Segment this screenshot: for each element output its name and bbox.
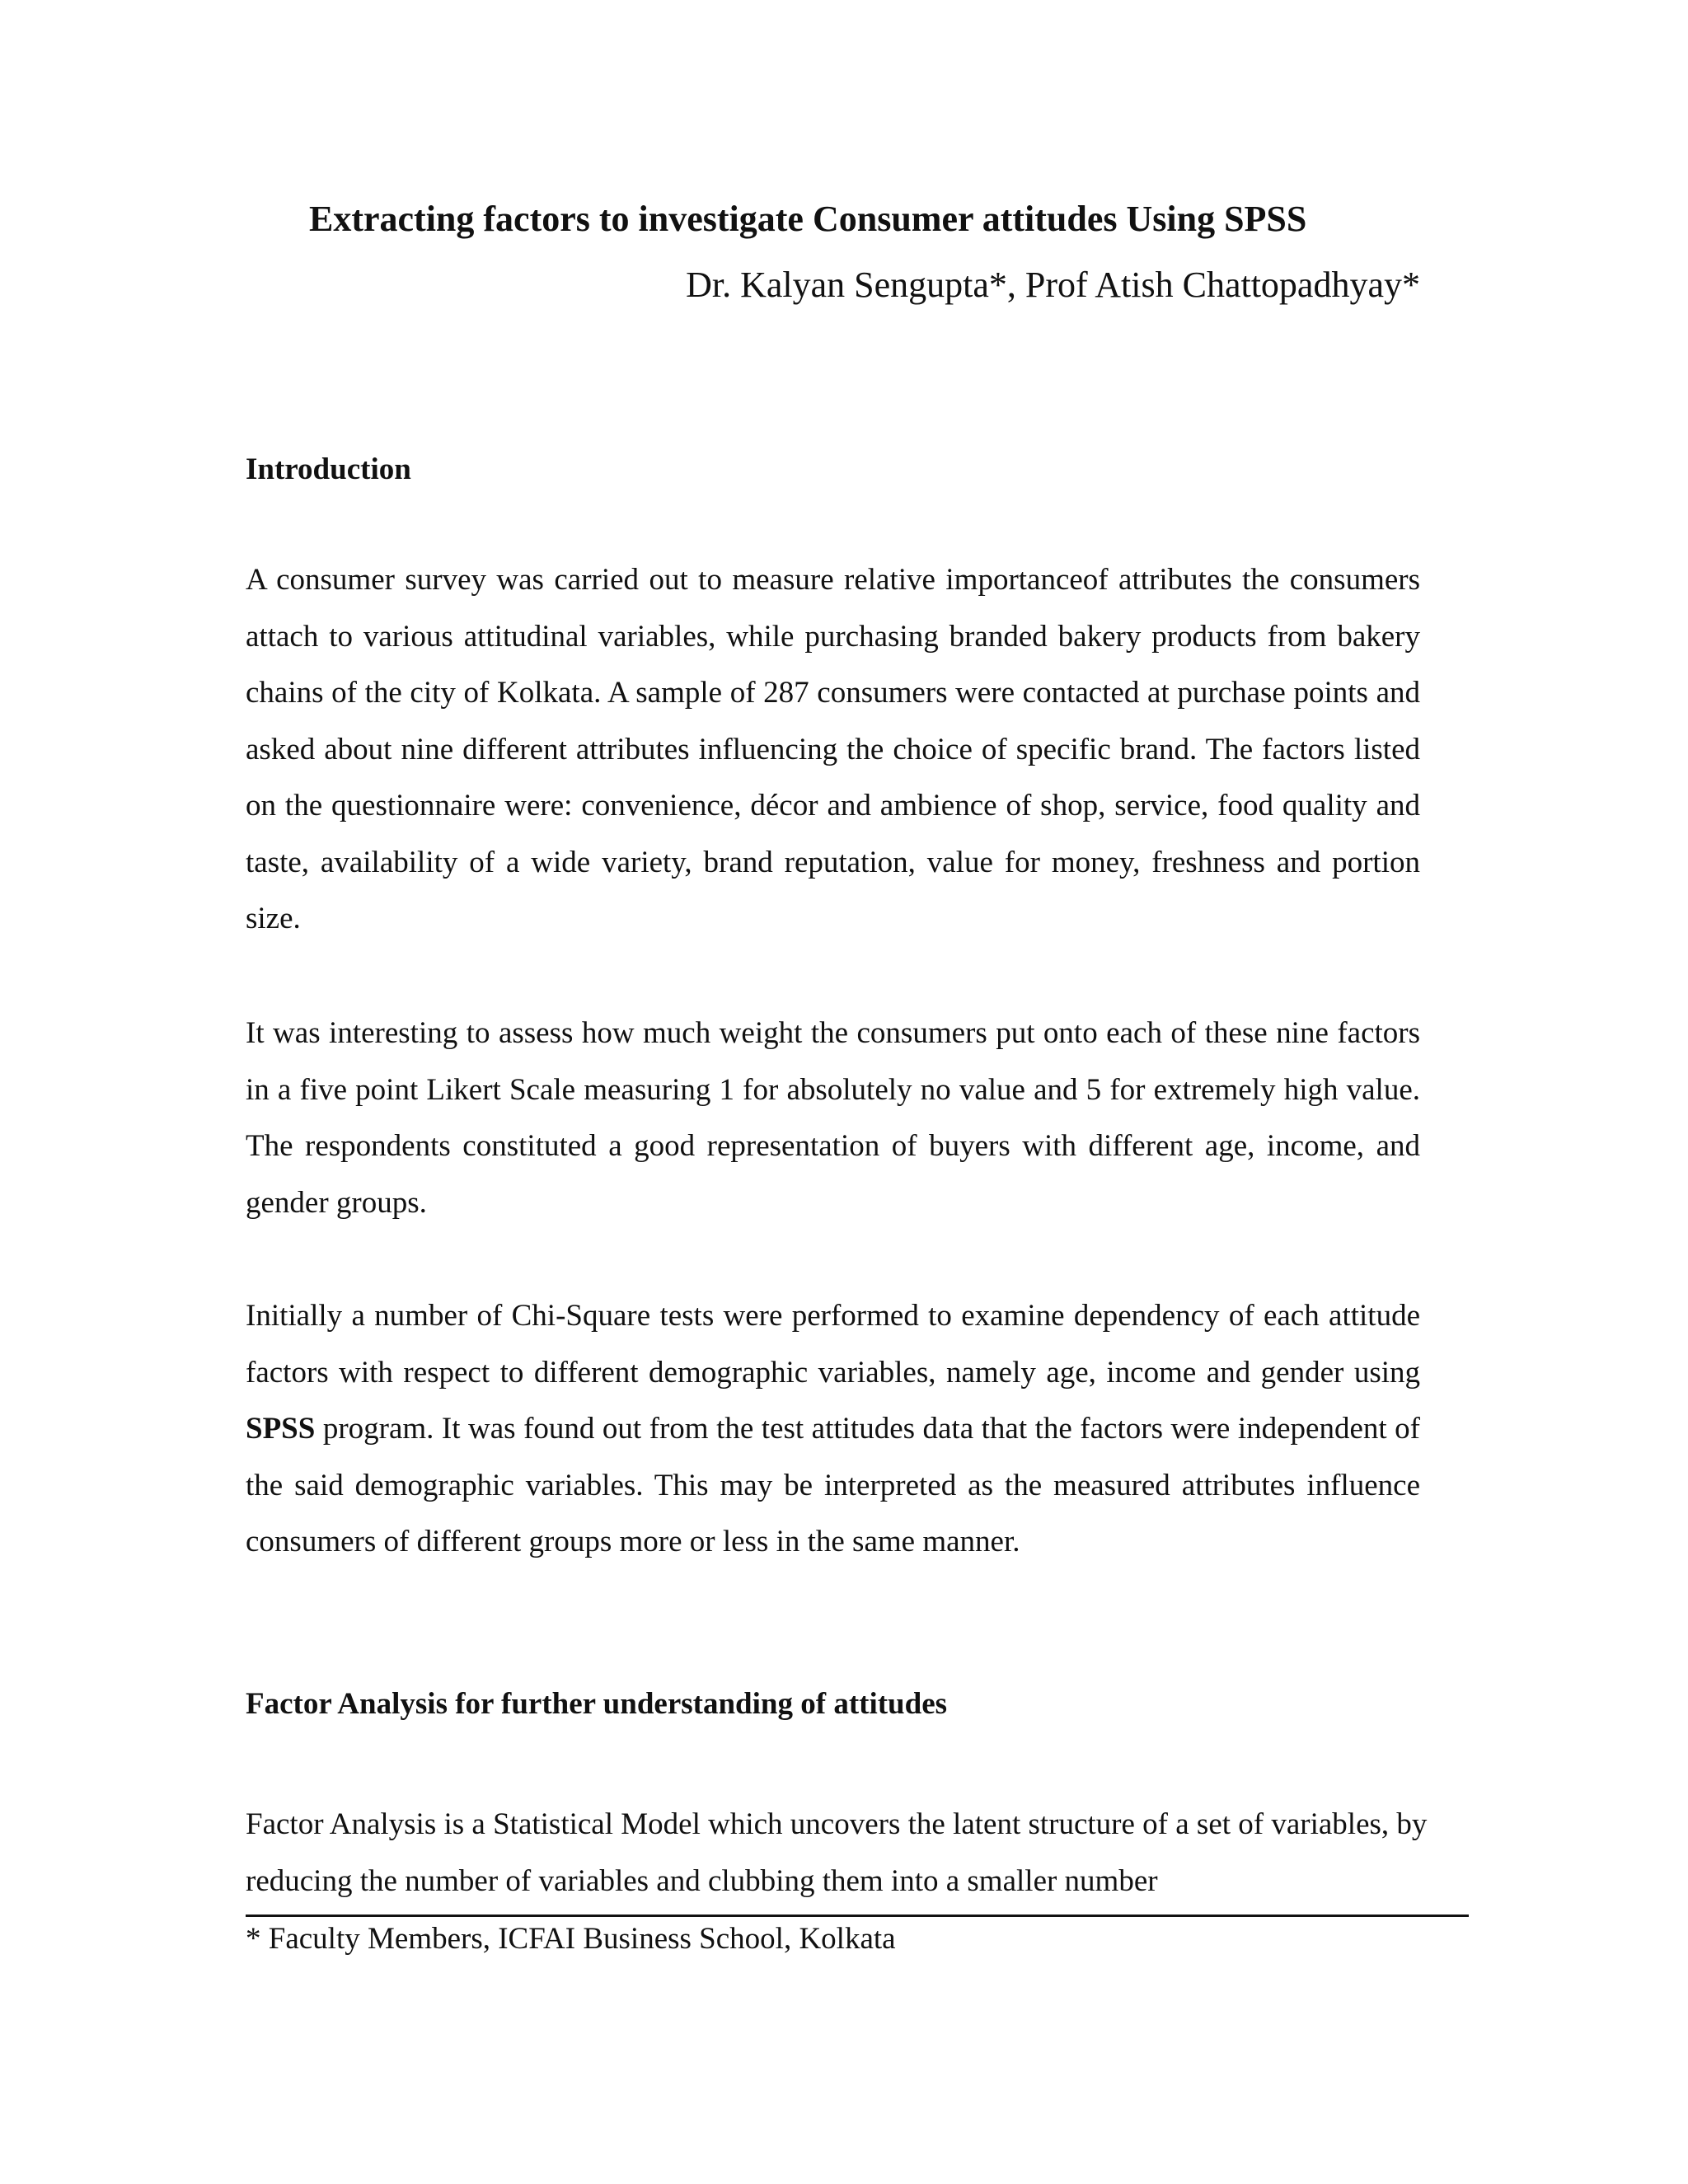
paper-title: Extracting factors to investigate Consumer attitudes Using SPSS [309, 199, 1307, 239]
spss-emphasis: SPSS [246, 1412, 316, 1446]
section-heading-factor-analysis: Factor Analysis for further understanding of attitudes [246, 1687, 948, 1721]
paper-authors: Dr. Kalyan Sengupta*, Prof Atish Chattopadhyay* [686, 265, 1420, 305]
section-heading-introduction: Introduction [246, 452, 411, 486]
footnote-divider [246, 1915, 1469, 1917]
paragraph-chi-square-part-2: program. It was found out from the test attitudes data that the factors were independent of the said demographic variables. This may be interpreted as the measured attributes influence consumers of different groups more or less in the same manner. [246, 1412, 1420, 1558]
paragraph-chi-square [246, 1288, 1420, 1571]
paragraph-survey: A consumer survey was carried out to measure relative importanceof attributes the consumers attach to various attitudinal variables, while purchasing branded bakery products from bakery chains of the city of Kolkata. A sample of 287 consumers were contacted at purchase points and asked about nine different attributes influencing the choice of specific brand. The factors listed on the questionnaire were: convenience, décor and ambience of shop, service, food quality and taste, availability of a wide variety, brand reputation, value for money, freshness and portion size. [246, 563, 1420, 935]
footnote-affiliation: * Faculty Members, ICFAI Business School, Kolkata [246, 1922, 896, 1956]
paragraph-chi-square-part-1: Initially a number of Chi-Square tests were performed to examine dependency of each attitude factors with respect to different demographic variables, namely age, income and gender using [246, 1299, 1420, 1390]
paragraph-factor-analysis: Factor Analysis is a Statistical Model which uncovers the latent structure of a set of variables, by reducing the number of variables and clubbing them into a smaller number [246, 1807, 1428, 1898]
paragraph-likert: It was interesting to assess how much weight the consumers put onto each of these nine factors in a five point Likert Scale measuring 1 for absolutely no value and 5 for extremely high value. The respondents constituted a good representation of buyers with different age, income, and gender groups. [246, 1016, 1420, 1220]
